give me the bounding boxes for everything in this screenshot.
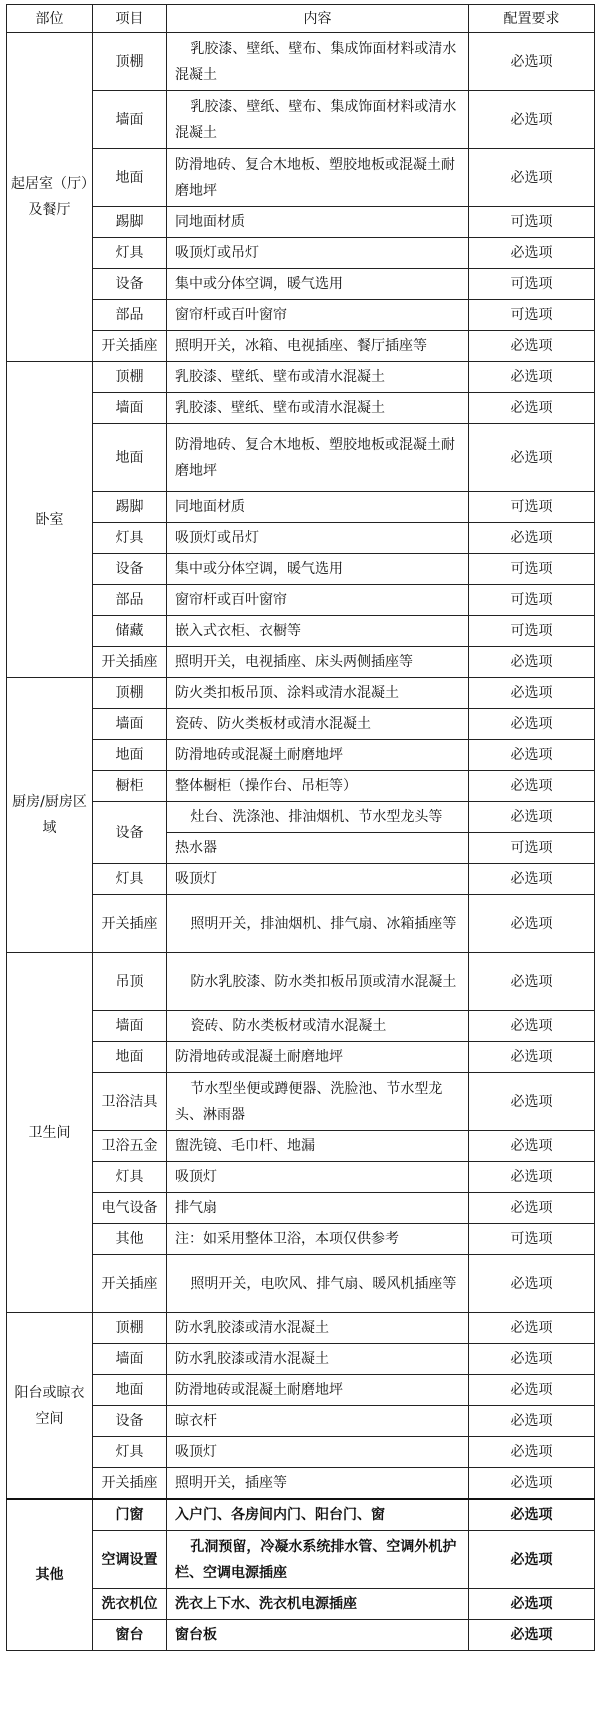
requirement-cell: 必选项 xyxy=(469,1499,595,1531)
requirement-cell: 必选项 xyxy=(469,1255,595,1313)
table-row xyxy=(7,1255,595,1313)
item-cell: 吊顶 xyxy=(93,953,167,1011)
content-cell: 同地面材质 xyxy=(167,207,469,238)
section-cell: 阳台或晾衣空间 xyxy=(7,1313,93,1500)
content-cell: 集中或分体空调，暖气选用 xyxy=(167,554,469,585)
item-cell: 地面 xyxy=(93,424,167,492)
item-cell: 开关插座 xyxy=(93,1468,167,1500)
content-cell: 防滑地砖或混凝土耐磨地坪 xyxy=(167,1375,469,1406)
requirement-cell: 必选项 xyxy=(469,709,595,740)
requirement-cell: 必选项 xyxy=(469,1375,595,1406)
requirement-cell: 必选项 xyxy=(469,864,595,895)
requirement-cell: 必选项 xyxy=(469,1042,595,1073)
table-row xyxy=(7,1375,595,1406)
item-cell: 设备 xyxy=(93,554,167,585)
content-cell: 盥洗镜、毛巾杆、地漏 xyxy=(167,1131,469,1162)
requirement-cell: 必选项 xyxy=(469,91,595,149)
table-row xyxy=(7,1499,595,1531)
content-cell: 热水器 xyxy=(167,833,469,864)
item-cell: 开关插座 xyxy=(93,1255,167,1313)
item-cell: 踢脚 xyxy=(93,207,167,238)
header-section: 部位 xyxy=(7,5,93,33)
table-row xyxy=(7,1011,595,1042)
item-cell: 墙面 xyxy=(93,91,167,149)
item-cell: 灯具 xyxy=(93,523,167,554)
content-cell: 照明开关，电吹风、排气扇、暖风机插座等 xyxy=(167,1255,469,1313)
table-row xyxy=(7,1589,595,1620)
table-row xyxy=(7,647,595,678)
requirement-cell: 可选项 xyxy=(469,585,595,616)
content-cell: 乳胶漆、壁纸、壁布、集成饰面材料或清水混凝土 xyxy=(167,33,469,91)
header-row xyxy=(7,5,595,33)
requirement-cell: 必选项 xyxy=(469,1073,595,1131)
requirement-cell: 必选项 xyxy=(469,1193,595,1224)
table-row xyxy=(7,1437,595,1468)
table-row xyxy=(7,492,595,523)
content-cell: 吸顶灯 xyxy=(167,1437,469,1468)
content-cell: 防水乳胶漆、防水类扣板吊顶或清水混凝土 xyxy=(167,953,469,1011)
requirement-cell: 可选项 xyxy=(469,554,595,585)
requirement-cell: 必选项 xyxy=(469,740,595,771)
table-row xyxy=(7,585,595,616)
requirement-cell: 必选项 xyxy=(469,802,595,833)
content-cell: 排气扇 xyxy=(167,1193,469,1224)
requirement-cell: 必选项 xyxy=(469,1313,595,1344)
content-cell: 防水乳胶漆或清水混凝土 xyxy=(167,1313,469,1344)
section-cell: 厨房/厨房区域 xyxy=(7,678,93,953)
content-cell: 防滑地砖、复合木地板、塑胶地板或混凝土耐磨地坪 xyxy=(167,424,469,492)
content-cell: 吸顶灯 xyxy=(167,1162,469,1193)
table-body xyxy=(7,33,595,1651)
requirement-cell: 必选项 xyxy=(469,149,595,207)
requirement-cell: 必选项 xyxy=(469,678,595,709)
requirement-cell: 可选项 xyxy=(469,269,595,300)
finishing-spec-table xyxy=(6,4,595,1651)
table-row xyxy=(7,393,595,424)
table-row xyxy=(7,1531,595,1589)
content-cell: 入户门、各房间内门、阳台门、窗 xyxy=(167,1499,469,1531)
requirement-cell: 必选项 xyxy=(469,1437,595,1468)
table-row xyxy=(7,1073,595,1131)
requirement-cell: 必选项 xyxy=(469,331,595,362)
item-cell: 顶棚 xyxy=(93,1313,167,1344)
section-cell: 其他 xyxy=(7,1499,93,1651)
table-row xyxy=(7,616,595,647)
table-row xyxy=(7,1162,595,1193)
table-row xyxy=(7,771,595,802)
item-cell: 地面 xyxy=(93,1042,167,1073)
content-cell: 防滑地砖或混凝土耐磨地坪 xyxy=(167,740,469,771)
section-cell: 卧室 xyxy=(7,362,93,678)
content-cell: 乳胶漆、壁纸、壁布或清水混凝土 xyxy=(167,362,469,393)
content-cell: 吸顶灯或吊灯 xyxy=(167,523,469,554)
table-row xyxy=(7,1224,595,1255)
header-content: 内容 xyxy=(167,5,469,33)
table-row xyxy=(7,91,595,149)
item-cell: 洗衣机位 xyxy=(93,1589,167,1620)
item-cell: 踢脚 xyxy=(93,492,167,523)
item-cell: 墙面 xyxy=(93,393,167,424)
item-cell: 门窗 xyxy=(93,1499,167,1531)
header-requirement: 配置要求 xyxy=(469,5,595,33)
item-cell: 窗台 xyxy=(93,1620,167,1651)
table-row xyxy=(7,864,595,895)
content-cell: 吸顶灯 xyxy=(167,864,469,895)
item-cell: 地面 xyxy=(93,149,167,207)
requirement-cell: 必选项 xyxy=(469,362,595,393)
table-row xyxy=(7,362,595,393)
section-cell: 卫生间 xyxy=(7,953,93,1313)
item-cell: 墙面 xyxy=(93,1011,167,1042)
item-cell: 电气设备 xyxy=(93,1193,167,1224)
item-cell: 顶棚 xyxy=(93,33,167,91)
requirement-cell: 必选项 xyxy=(469,1468,595,1500)
requirement-cell: 必选项 xyxy=(469,771,595,802)
requirement-cell: 必选项 xyxy=(469,393,595,424)
content-cell: 瓷砖、防水类板材或清水混凝土 xyxy=(167,1011,469,1042)
table-row xyxy=(7,1620,595,1651)
table-row xyxy=(7,33,595,91)
table-row xyxy=(7,709,595,740)
content-cell: 窗台板 xyxy=(167,1620,469,1651)
item-cell: 顶棚 xyxy=(93,362,167,393)
content-cell: 孔洞预留，冷凝水系统排水管、空调外机护栏、空调电源插座 xyxy=(167,1531,469,1589)
table-row xyxy=(7,895,595,953)
content-cell: 瓷砖、防火类板材或清水混凝土 xyxy=(167,709,469,740)
requirement-cell: 必选项 xyxy=(469,238,595,269)
content-cell: 防水乳胶漆或清水混凝土 xyxy=(167,1344,469,1375)
item-cell: 设备 xyxy=(93,1406,167,1437)
content-cell: 整体橱柜（操作台、吊柜等） xyxy=(167,771,469,802)
content-cell: 防滑地砖或混凝土耐磨地坪 xyxy=(167,1042,469,1073)
requirement-cell: 必选项 xyxy=(469,953,595,1011)
requirement-cell: 必选项 xyxy=(469,33,595,91)
content-cell: 节水型坐便或蹲便器、洗脸池、节水型龙头、淋雨器 xyxy=(167,1073,469,1131)
table-row xyxy=(7,554,595,585)
item-cell: 开关插座 xyxy=(93,895,167,953)
content-cell: 照明开关，插座等 xyxy=(167,1468,469,1500)
item-cell: 卫浴洁具 xyxy=(93,1073,167,1131)
item-cell: 设备 xyxy=(93,802,167,864)
content-cell: 照明开关，电视插座、床头两侧插座等 xyxy=(167,647,469,678)
table-row xyxy=(7,331,595,362)
requirement-cell: 可选项 xyxy=(469,616,595,647)
header-item: 项目 xyxy=(93,5,167,33)
item-cell: 顶棚 xyxy=(93,678,167,709)
requirement-cell: 可选项 xyxy=(469,833,595,864)
item-cell: 墙面 xyxy=(93,709,167,740)
content-cell: 晾衣杆 xyxy=(167,1406,469,1437)
table-row xyxy=(7,953,595,1011)
section-cell: 起居室（厅）及餐厅 xyxy=(7,33,93,362)
requirement-cell: 必选项 xyxy=(469,1131,595,1162)
item-cell: 灯具 xyxy=(93,864,167,895)
item-cell: 部品 xyxy=(93,585,167,616)
content-cell: 防滑地砖、复合木地板、塑胶地板或混凝土耐磨地坪 xyxy=(167,149,469,207)
content-cell: 洗衣上下水、洗衣机电源插座 xyxy=(167,1589,469,1620)
requirement-cell: 必选项 xyxy=(469,1589,595,1620)
requirement-cell: 必选项 xyxy=(469,1162,595,1193)
requirement-cell: 必选项 xyxy=(469,1620,595,1651)
item-cell: 灯具 xyxy=(93,1437,167,1468)
content-cell: 照明开关，排油烟机、排气扇、冰箱插座等 xyxy=(167,895,469,953)
item-cell: 其他 xyxy=(93,1224,167,1255)
table-row xyxy=(7,1042,595,1073)
content-cell: 窗帘杆或百叶窗帘 xyxy=(167,300,469,331)
item-cell: 设备 xyxy=(93,269,167,300)
requirement-cell: 必选项 xyxy=(469,1011,595,1042)
item-cell: 灯具 xyxy=(93,1162,167,1193)
table-row xyxy=(7,238,595,269)
requirement-cell: 必选项 xyxy=(469,1531,595,1589)
item-cell: 地面 xyxy=(93,740,167,771)
item-cell: 部品 xyxy=(93,300,167,331)
requirement-cell: 必选项 xyxy=(469,1344,595,1375)
item-cell: 储藏 xyxy=(93,616,167,647)
requirement-cell: 可选项 xyxy=(469,492,595,523)
table-row xyxy=(7,1468,595,1500)
item-cell: 地面 xyxy=(93,1375,167,1406)
content-cell: 防火类扣板吊顶、涂料或清水混凝土 xyxy=(167,678,469,709)
table-row xyxy=(7,1313,595,1344)
item-cell: 墙面 xyxy=(93,1344,167,1375)
requirement-cell: 可选项 xyxy=(469,1224,595,1255)
item-cell: 开关插座 xyxy=(93,647,167,678)
table-row xyxy=(7,1344,595,1375)
table-row xyxy=(7,678,595,709)
table-row xyxy=(7,802,595,833)
table-row xyxy=(7,149,595,207)
table-row xyxy=(7,269,595,300)
table-row xyxy=(7,207,595,238)
content-cell: 嵌入式衣柜、衣橱等 xyxy=(167,616,469,647)
content-cell: 乳胶漆、壁纸、壁布或清水混凝土 xyxy=(167,393,469,424)
content-cell: 灶台、洗涤池、排油烟机、节水型龙头等 xyxy=(167,802,469,833)
table-row xyxy=(7,1406,595,1437)
table-row xyxy=(7,1193,595,1224)
content-cell: 窗帘杆或百叶窗帘 xyxy=(167,585,469,616)
table-row xyxy=(7,523,595,554)
requirement-cell: 可选项 xyxy=(469,300,595,331)
content-cell: 注：如采用整体卫浴，本项仅供参考 xyxy=(167,1224,469,1255)
content-cell: 照明开关，冰箱、电视插座、餐厅插座等 xyxy=(167,331,469,362)
requirement-cell: 必选项 xyxy=(469,1406,595,1437)
requirement-cell: 必选项 xyxy=(469,895,595,953)
item-cell: 橱柜 xyxy=(93,771,167,802)
requirement-cell: 可选项 xyxy=(469,207,595,238)
item-cell: 开关插座 xyxy=(93,331,167,362)
table-row xyxy=(7,300,595,331)
content-cell: 集中或分体空调，暖气选用 xyxy=(167,269,469,300)
table-row xyxy=(7,1131,595,1162)
content-cell: 乳胶漆、壁纸、壁布、集成饰面材料或清水混凝土 xyxy=(167,91,469,149)
item-cell: 空调设置 xyxy=(93,1531,167,1589)
requirement-cell: 必选项 xyxy=(469,647,595,678)
content-cell: 吸顶灯或吊灯 xyxy=(167,238,469,269)
content-cell: 同地面材质 xyxy=(167,492,469,523)
item-cell: 卫浴五金 xyxy=(93,1131,167,1162)
table-row xyxy=(7,424,595,492)
requirement-cell: 必选项 xyxy=(469,523,595,554)
table-row xyxy=(7,740,595,771)
item-cell: 灯具 xyxy=(93,238,167,269)
requirement-cell: 必选项 xyxy=(469,424,595,492)
